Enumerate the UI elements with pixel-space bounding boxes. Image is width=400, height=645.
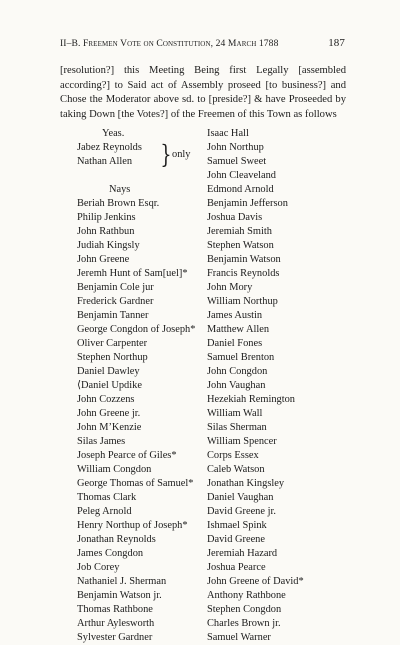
nay-name: Francis Reynolds: [207, 268, 280, 279]
nay-name: John Cleaveland: [207, 170, 276, 181]
nay-name: John Vaughan: [207, 380, 266, 391]
nay-name: John Mory: [207, 282, 253, 293]
nay-name: Benjamin Jefferson: [207, 198, 288, 209]
nay-name: Thomas Rathbone: [77, 604, 153, 615]
nay-name: Benjamin Tanner: [77, 310, 149, 321]
nay-name: John Greene of David*: [207, 576, 304, 587]
nay-name: Jeremiah Smith: [207, 226, 272, 237]
nay-name: Benjamin Watson jr.: [77, 590, 162, 601]
nay-name: Philip Jenkins: [77, 212, 136, 223]
running-head: [60, 37, 345, 49]
nay-name: John Greene: [77, 254, 130, 265]
nay-name: Benjamin Cole jur: [77, 282, 154, 293]
nay-name: Joseph Pearce of Giles*: [77, 450, 177, 461]
nay-name: Stephen Watson: [207, 240, 274, 251]
nay-name: Edmond Arnold: [207, 184, 274, 195]
nay-name: Daniel Vaughan: [207, 492, 274, 503]
nay-name: Stephen Northup: [77, 352, 148, 363]
nay-name: Silas Sherman: [207, 422, 267, 433]
nay-name: William Northup: [207, 296, 278, 307]
nay-name: Charles Brown jr.: [207, 618, 281, 629]
nay-name: Jonathan Reynolds: [77, 534, 156, 545]
nay-name: Jeremiah Hazard: [207, 548, 278, 559]
nay-name: Matthew Allen: [207, 324, 270, 335]
nay-name: John M’Kenzie: [77, 422, 142, 433]
nay-name: David Greene jr.: [207, 506, 276, 517]
nay-name: Peleg Arnold: [77, 506, 132, 517]
nay-name: Jonathan Kingsley: [207, 478, 285, 489]
nay-name: Jeremh Hunt of Sam[uel]*: [77, 268, 188, 279]
nay-name: ⟨Daniel Updike: [77, 380, 142, 391]
nay-name: James Congdon: [77, 548, 144, 559]
yea-name: Nathan Allen: [77, 156, 133, 167]
yeas-group-row: [77, 141, 207, 169]
nay-name: Hezekiah Remington: [207, 394, 296, 405]
nay-name: Corps Essex: [207, 450, 259, 461]
nay-name: Samuel Sweet: [207, 156, 267, 167]
nay-name: John Northup: [207, 142, 264, 153]
nay-name: Silas James: [77, 436, 126, 447]
nay-name: Isaac Hall: [207, 128, 249, 139]
yea-name: Jabez Reynolds: [77, 142, 142, 153]
nay-name: Job Corey: [77, 562, 120, 573]
nay-name: Joshua Pearce: [207, 562, 266, 573]
nay-name: Frederick Gardner: [77, 296, 154, 307]
nay-name: Nathaniel J. Sherman: [77, 576, 167, 587]
nay-name: William Congdon: [77, 464, 152, 475]
nay-name: John Rathbun: [77, 226, 135, 237]
nay-name: Samuel Warner: [207, 632, 271, 643]
left-column: [77, 127, 207, 645]
nay-name: Judiah Kingsly: [77, 240, 140, 251]
nay-name: William Wall: [207, 408, 263, 419]
nay-name: James Austin: [207, 310, 263, 321]
nay-name: Thomas Clark: [77, 492, 137, 503]
spacer: [77, 169, 207, 183]
nay-name: Benjamin Watson: [207, 254, 281, 265]
nay-name: Daniel Dawley: [77, 366, 140, 377]
nay-name: Beriah Brown Esqr.: [77, 198, 160, 209]
yeas-note: only: [172, 149, 191, 160]
page-number: 187: [328, 37, 345, 49]
nays-heading: Nays: [109, 184, 131, 195]
nay-name: Caleb Watson: [207, 464, 265, 475]
nay-name: Stephen Congdon: [207, 604, 282, 615]
nay-name: David Greene: [207, 534, 265, 545]
nay-name: John Congdon: [207, 366, 268, 377]
intro-paragraph: [resolution?] this Meeting Being first Legally [assembled according?] to Said act of Assembly proseed [to business?] and Chose the Moderator above sd. to [preside?] & have Proseeded by taking Down [the Votes?] of the Freemen of this Town as follows: [60, 65, 346, 120]
nay-name: George Congdon of Joseph*: [77, 324, 196, 335]
nay-name: William Spencer: [207, 436, 277, 447]
nay-name: Oliver Carpenter: [77, 338, 148, 349]
nay-name: Joshua Davis: [207, 212, 263, 223]
nay-name: Arthur Aylesworth: [77, 618, 155, 629]
nay-name: John Greene jr.: [77, 408, 141, 419]
nay-name: Sylvester Gardner: [77, 632, 153, 643]
nay-name: Anthony Rathbone: [207, 590, 286, 601]
nay-name: Samuel Brenton: [207, 352, 275, 363]
brace-icon: }: [160, 140, 172, 169]
yeas-heading: Yeas.: [102, 128, 125, 139]
nay-name: Henry Northup of Joseph*: [77, 520, 188, 531]
nay-name: George Thomas of Samuel*: [77, 478, 194, 489]
nay-name: Daniel Fones: [207, 338, 263, 349]
nay-name: John Cozzens: [77, 394, 135, 405]
right-column: [207, 127, 347, 645]
yeas-group: [77, 141, 207, 169]
nay-name: Ishmael Spink: [207, 520, 267, 531]
running-head-title: II–B. Freemen Vote on Constitution, 24 March 1788: [60, 38, 279, 49]
